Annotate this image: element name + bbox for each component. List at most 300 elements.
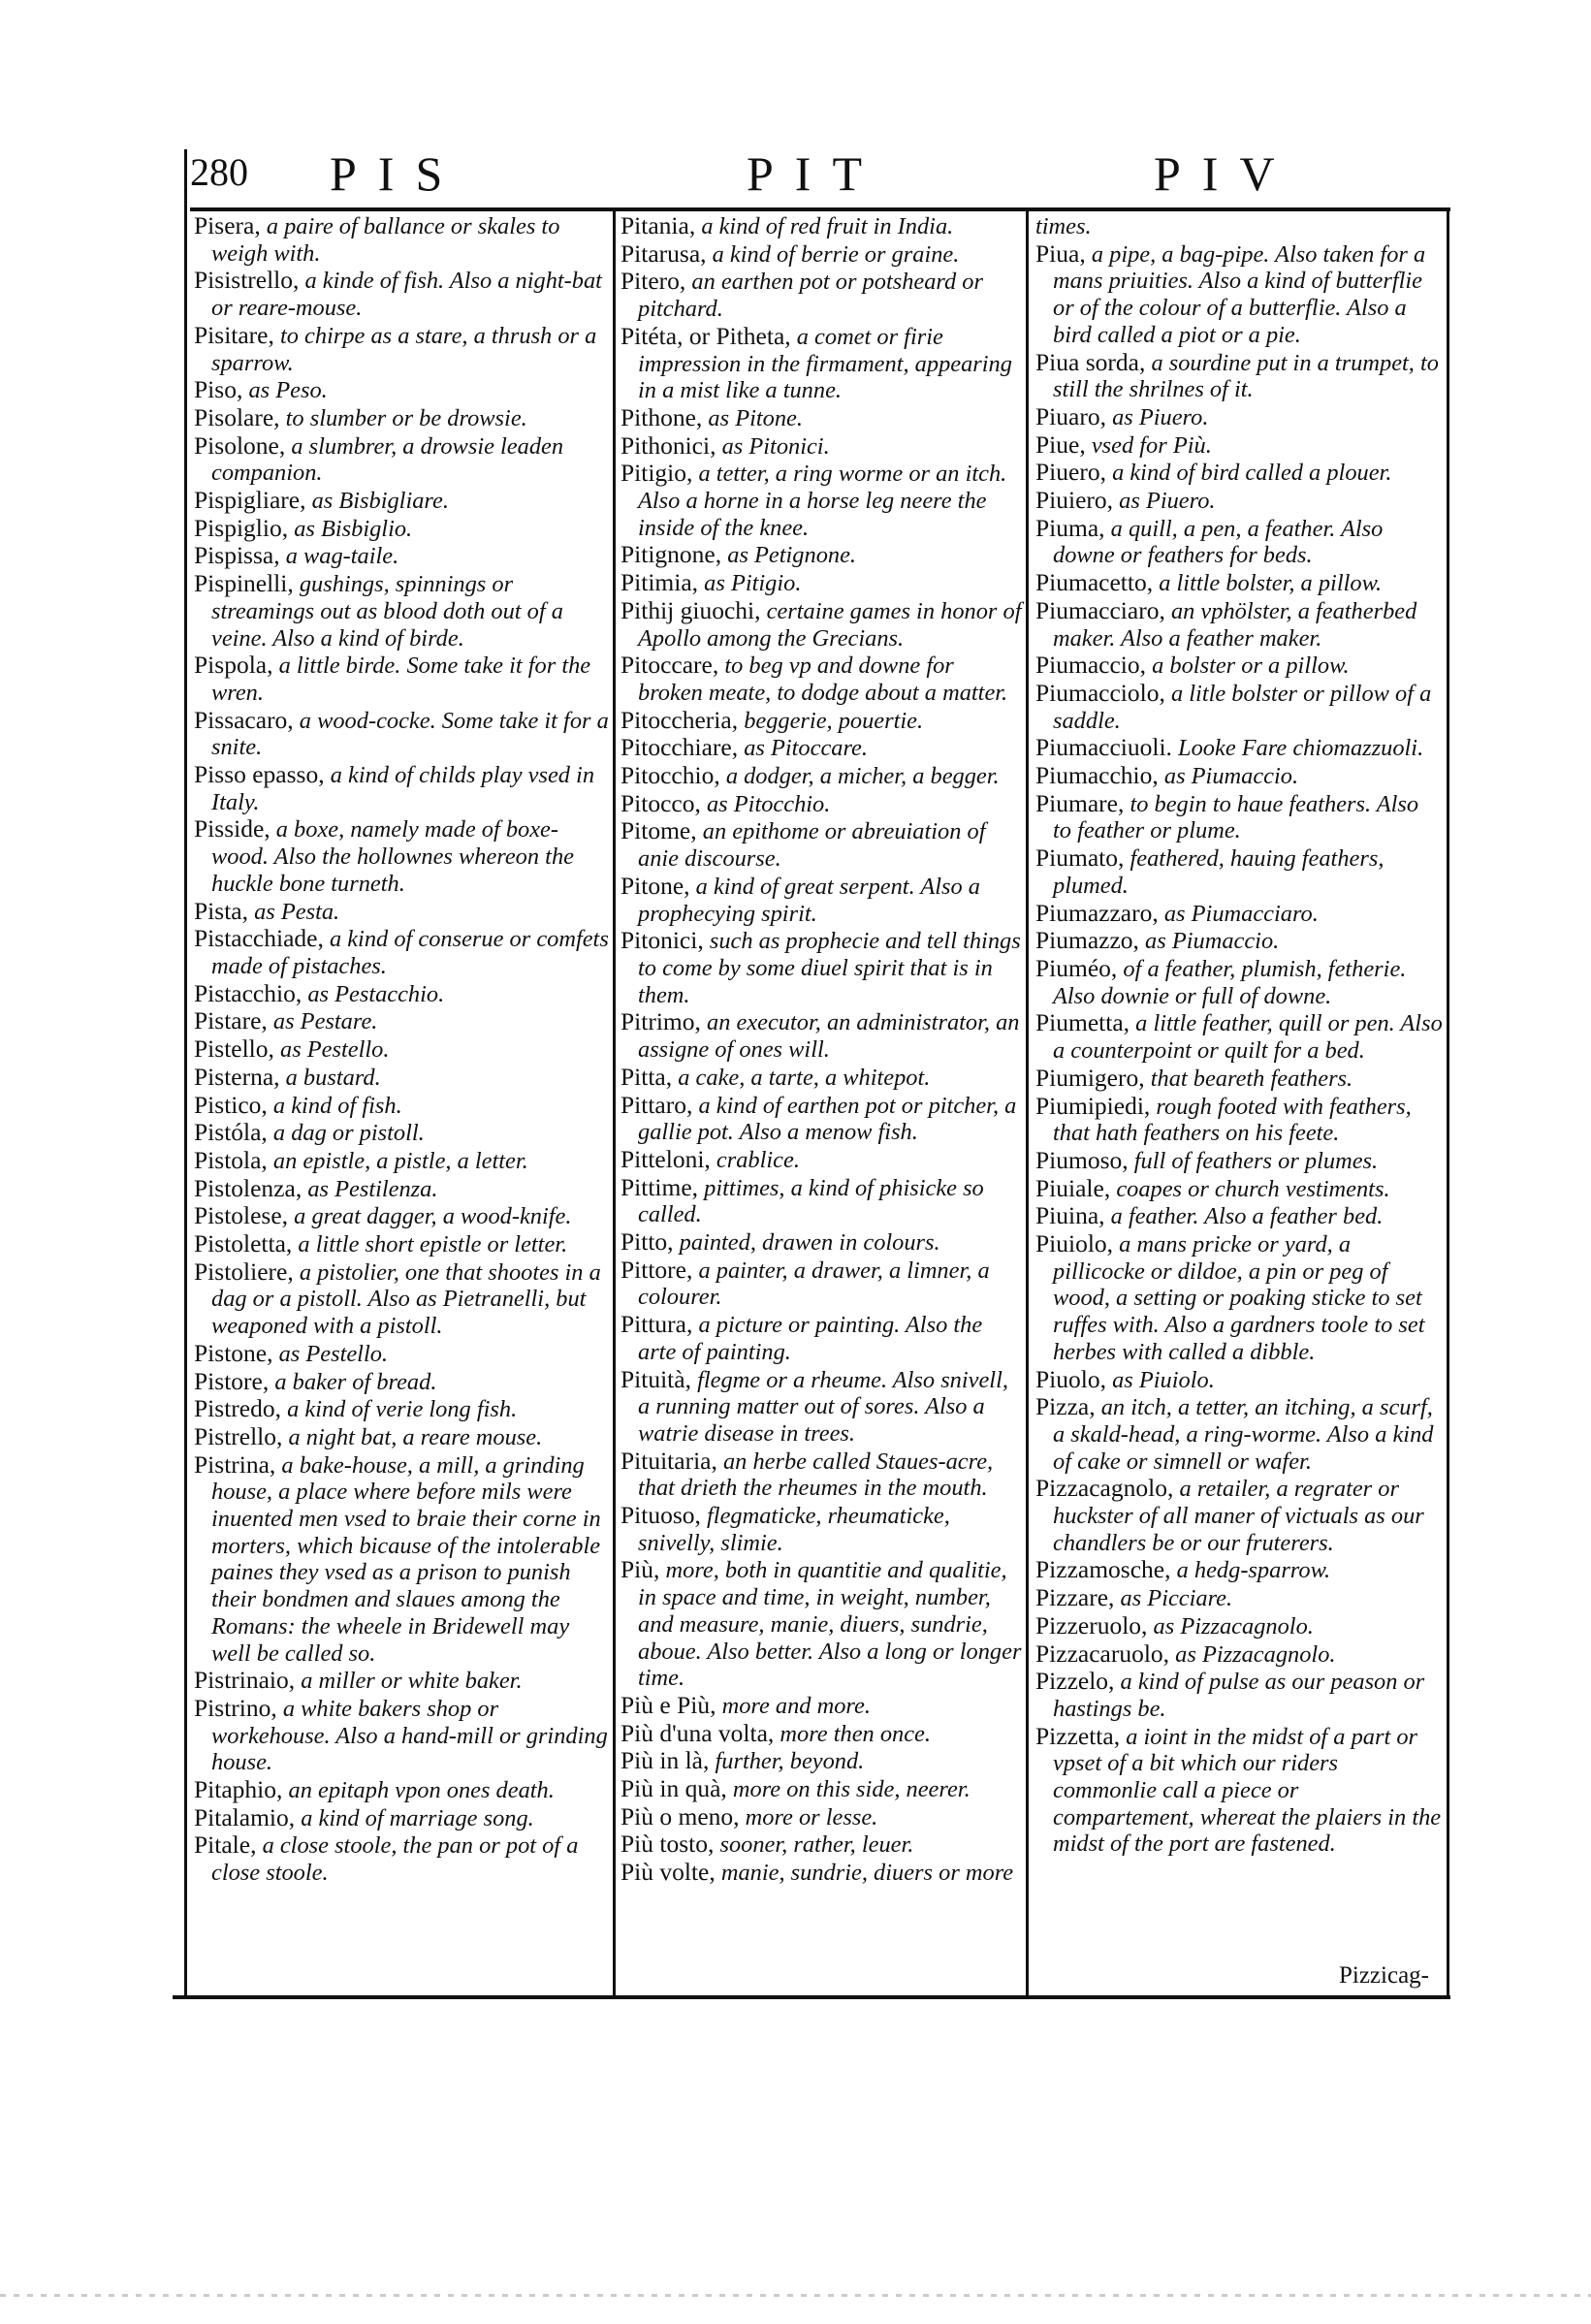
- entry-definition: a comet or firie impression in the firmament, appearing in a mist like a tunne.: [638, 323, 1012, 404]
- entry-definition: a painter, a drawer, a limner, a colourer.: [638, 1257, 990, 1311]
- entry-definition: a bolster or a pillow.: [1152, 653, 1350, 680]
- entry-definition: to beg vp and downe for broken meate, to dodge about a matter.: [638, 653, 1008, 706]
- entry-headword: Pittaro,: [620, 1090, 693, 1119]
- entry-column-2: [620, 212, 1022, 1887]
- entry-headword: Piumare,: [1035, 788, 1125, 817]
- entry-definition: a little birde. Some take it for the wren.: [211, 653, 591, 706]
- entry-headword: Pispigliare,: [194, 486, 306, 515]
- entry-definition: crablice.: [716, 1146, 800, 1173]
- entry-headword: Pithonici,: [620, 430, 716, 460]
- entry-definition: to begin to haue feathers. Also to feather or plume.: [1053, 790, 1419, 844]
- dictionary-entry: [1035, 900, 1443, 928]
- entry-headword: Più e Più,: [620, 1690, 716, 1719]
- entry-definition: a kind of berrie or graine.: [712, 240, 960, 268]
- dictionary-entry: [194, 707, 609, 761]
- dictionary-entry: [620, 1831, 1022, 1859]
- dictionary-entry: [620, 1064, 1022, 1092]
- dictionary-entry: [1035, 762, 1443, 790]
- dictionary-entry: [620, 1502, 1022, 1556]
- dictionary-entry: [194, 1667, 609, 1695]
- dictionary-entry: [620, 734, 1022, 762]
- entry-headword: Piumigero,: [1035, 1063, 1145, 1092]
- entry-headword: Pisside,: [194, 814, 270, 844]
- dictionary-entry: [620, 212, 1022, 240]
- entry-headword: Pistare,: [194, 1006, 268, 1035]
- dictionary-entry: [1035, 1723, 1443, 1859]
- dictionary-entry: [620, 1228, 1022, 1257]
- entry-headword: Pistolese,: [194, 1201, 289, 1230]
- dictionary-entry: [620, 1803, 1022, 1831]
- entry-definition: a picture or painting. Also the arte of painting.: [638, 1312, 983, 1365]
- entry-headword: Pitimia,: [620, 568, 699, 597]
- entry-headword: Pitale,: [194, 1831, 257, 1860]
- entry-definition: a paire of ballance or skales to weigh with.: [211, 213, 560, 267]
- entry-headword: Pitoccheria,: [620, 705, 739, 734]
- entry-definition: as Piuero.: [1112, 403, 1209, 430]
- dictionary-entry: [1035, 734, 1443, 762]
- entry-headword: Pitone,: [620, 871, 690, 900]
- entry-definition: more or lesse.: [745, 1803, 878, 1831]
- entry-headword: Piumato,: [1035, 844, 1125, 873]
- entry-headword: Pithone,: [620, 402, 703, 431]
- catchword-holder: [1035, 1958, 1443, 1990]
- entry-definition: a sourdine put in a trumpet, to still the shrilnes of it.: [1053, 349, 1439, 403]
- entry-definition: an epistle, a pistle, a letter.: [272, 1147, 528, 1174]
- dictionary-entry: [194, 815, 609, 897]
- entry-definition: such as prophecie and tell things to come by some diuel spirit that is in them.: [638, 928, 1021, 1008]
- entry-definition: more on this side, neerer.: [732, 1776, 971, 1803]
- entry-definition: an vphölster, a featherbed maker. Also a feather maker.: [1053, 597, 1417, 652]
- dictionary-entry: [194, 212, 609, 267]
- entry-headword: Piumaccio,: [1035, 651, 1147, 680]
- entry-headword: Pitome,: [620, 816, 697, 845]
- entry-headword: Più d'una volta,: [620, 1718, 775, 1747]
- entry-definition: that beareth feathers.: [1150, 1065, 1353, 1092]
- dictionary-entry: [1035, 1556, 1443, 1584]
- entry-definition: rough footed with feathers, that hath feathers on his feete.: [1053, 1093, 1412, 1147]
- dictionary-entry: [194, 925, 609, 979]
- dictionary-entry: [620, 1257, 1022, 1311]
- dictionary-entry: [620, 1692, 1022, 1720]
- entry-headword: Pitigio,: [620, 459, 693, 488]
- entry-definition: sooner, rather, leuer.: [719, 1831, 914, 1859]
- entry-headword: Pistolenza,: [194, 1173, 302, 1202]
- entry-definition: a bake-house, a mill, a grinding house, a place where before mils were inuented men vsed to braie their corne in morters, which bicause of the intolerable paines they vsed as a prison to punish their bondmen and slaues among the Romans: the wheele in Bridewell may well be called so.: [211, 1451, 601, 1667]
- dictionary-entry: [620, 1859, 1022, 1887]
- entry-headword: Piumetta,: [1035, 1008, 1130, 1037]
- entry-definition: a little feather, quill or pen. Also a counterpoint or quilt for a bed.: [1053, 1010, 1443, 1065]
- entry-headword: Più tosto,: [620, 1830, 715, 1859]
- column-divider-1: [613, 209, 616, 1999]
- dictionary-entry: [194, 898, 609, 926]
- dictionary-entry: [194, 322, 609, 376]
- entry-definition: a tetter, a ring worme or an itch. Also a horne in a horse leg neere the inside of the knee.: [638, 461, 1007, 541]
- entry-headword: Piuméo,: [1035, 953, 1118, 982]
- dictionary-entry: [1035, 515, 1443, 569]
- entry-headword: Pista,: [194, 896, 248, 925]
- entry-definition: a kind of bird called a plouer.: [1112, 460, 1392, 487]
- entry-definition: a little short epistle or letter.: [298, 1231, 568, 1258]
- catchword: Pizzicag-: [1338, 1962, 1429, 1990]
- entry-definition: a wood-cocke. Some take it for a snite.: [211, 707, 609, 761]
- entry-definition: as Pitonici.: [721, 432, 830, 460]
- entry-definition: a kind of red fruit in India.: [701, 213, 954, 239]
- entry-headword: Pitrimo,: [620, 1007, 701, 1036]
- entry-definition: coapes or church vestiments.: [1116, 1175, 1390, 1202]
- entry-definition: a kind of pulse as our peason or hastings be.: [1053, 1669, 1425, 1722]
- dictionary-entry: [194, 761, 609, 815]
- entry-headword: Pisso epasso,: [194, 760, 325, 789]
- entry-headword: Pispola,: [194, 651, 273, 680]
- entry-definition: a pipe, a bag-pipe. Also taken for a mans priuities. Also a kind of butterflie or of the colour of a butterflie. Also a bird called a piot or a pie.: [1053, 240, 1426, 348]
- entry-headword: Piuina,: [1035, 1201, 1105, 1230]
- dictionary-entry: [1035, 1230, 1443, 1366]
- column-header-1: PIS: [330, 146, 464, 201]
- entry-headword: Pisolare,: [194, 402, 280, 431]
- entry-definition: as Pestilenza.: [307, 1175, 438, 1202]
- entry-headword: Pitero,: [620, 267, 686, 296]
- dictionary-entry: [1035, 569, 1443, 597]
- dictionary-entry: [620, 927, 1022, 1008]
- dictionary-entry: [194, 1695, 609, 1776]
- entry-headword: Pizzeruolo,: [1035, 1610, 1148, 1640]
- entry-definition: as Pestacchio.: [307, 980, 445, 1007]
- entry-definition: manie, sundrie, diuers or more: [720, 1860, 1014, 1887]
- entry-definition: as Peso.: [248, 377, 328, 404]
- dictionary-entry: [1035, 487, 1443, 515]
- entry-definition: more then once.: [780, 1720, 931, 1747]
- dictionary-entry: [194, 1776, 609, 1804]
- dictionary-entry: [194, 1202, 609, 1230]
- dictionary-entry: [1035, 431, 1443, 460]
- dictionary-entry: [1035, 597, 1443, 652]
- entry-headword: Piua,: [1035, 239, 1086, 268]
- dictionary-entry: [620, 873, 1022, 927]
- entry-headword: Pitéta, or Pitheta,: [620, 321, 791, 350]
- entry-headword: Pittura,: [620, 1310, 693, 1339]
- entry-headword: Piumoso,: [1035, 1145, 1129, 1174]
- entry-definition: as Piuiolo.: [1112, 1366, 1215, 1393]
- dictionary-entry: [1035, 1393, 1443, 1475]
- entry-definition: as Petignone.: [727, 542, 857, 569]
- entry-definition: times.: [1035, 213, 1092, 239]
- entry-definition: a cake, a tarte, a whitepot.: [678, 1064, 931, 1091]
- column-header-3: PIV: [1154, 146, 1296, 201]
- entry-definition: further, beyond.: [715, 1748, 865, 1775]
- entry-headword: Pitania,: [620, 211, 696, 239]
- entry-definition: a kind of childs play vsed in Italy.: [211, 762, 595, 815]
- entry-definition: an executor, an administrator, an assigne of ones will.: [638, 1009, 1020, 1064]
- dictionary-entry: [194, 267, 609, 321]
- entry-definition: feathered, hauing feathers, plumed.: [1053, 845, 1384, 899]
- entry-headword: Piumazzo,: [1035, 926, 1139, 955]
- column-divider-2: [1026, 209, 1029, 1999]
- entry-headword: Pitignone,: [620, 540, 722, 569]
- dictionary-entry: [194, 542, 609, 570]
- entry-definition: an itch, a tetter, an itching, a scurf, a skald-head, a ring-worme. Also a kind of cake or simnell or wafer.: [1053, 1394, 1434, 1475]
- entry-definition: a night bat, a reare mouse.: [288, 1423, 543, 1450]
- dictionary-entry: [620, 817, 1022, 872]
- entry-definition: as Pesta.: [254, 898, 340, 925]
- dictionary-entry: [1035, 349, 1443, 403]
- entry-definition: as Piumaccio.: [1163, 763, 1299, 790]
- entry-headword: Pistello,: [194, 1035, 274, 1064]
- entry-headword: Pistore,: [194, 1366, 270, 1395]
- entry-definition: a mans pricke or yard, a pillicocke or dildoe, a pin or peg of wood, a setting or poaking sticke to set ruffes with. Also a gardners toole to set herbes with called a dibble.: [1053, 1231, 1425, 1365]
- entry-headword: Pistacchiade,: [194, 924, 324, 953]
- entry-definition: as Pestello.: [278, 1340, 389, 1367]
- dictionary-entry: [620, 597, 1022, 652]
- entry-headword: Pisolone,: [194, 430, 286, 460]
- dictionary-entry: [194, 376, 609, 404]
- entry-definition: as Pitocchio.: [706, 790, 831, 817]
- entry-headword: Pituità,: [620, 1364, 691, 1393]
- entry-definition: an earthen pot or potsheard or pitchard.: [638, 269, 983, 323]
- entry-headword: Pistacchio,: [194, 978, 302, 1007]
- dictionary-entry: [620, 1448, 1022, 1502]
- entry-headword: Piumipiedi,: [1035, 1091, 1151, 1120]
- dictionary-entry: [620, 323, 1022, 404]
- dictionary-entry: [1035, 212, 1443, 240]
- dictionary-entry: [620, 1747, 1022, 1775]
- entry-definition: painted, drawen in colours.: [679, 1229, 940, 1257]
- dictionary-entry: [620, 1556, 1022, 1692]
- dictionary-entry: [620, 432, 1022, 461]
- entry-definition: a quill, a pen, a feather. Also downe or feathers for beds.: [1053, 515, 1384, 569]
- entry-definition: a dodger, a micher, a begger.: [725, 763, 1000, 790]
- entry-definition: an epitaph vpon ones death.: [288, 1777, 555, 1804]
- entry-headword: Pitta,: [620, 1062, 673, 1091]
- entry-definition: a boxe, namely made of boxe-wood. Also the hollownes whereon the huckle bone turneth.: [211, 816, 574, 897]
- entry-headword: Piuma,: [1035, 513, 1105, 542]
- entry-definition: an herbe called Staues-acre, that drieth the rheumes in the mouth.: [638, 1448, 994, 1502]
- dictionary-entry: [1035, 927, 1443, 955]
- entry-definition: a ioint in the midst of a part or vpset of a bit which our riders commonlie call a piece or compartement, whereat the plaiers in the midst of the port are fastened.: [1053, 1723, 1442, 1858]
- entry-column-1: [194, 212, 609, 1887]
- dictionary-entry: [1035, 652, 1443, 680]
- entry-headword: Pisera,: [194, 211, 261, 239]
- dictionary-entry: [620, 1720, 1022, 1748]
- dictionary-entry: [1035, 1065, 1443, 1093]
- entry-definition: flegmaticke, rheumaticke, snivelly, slimie.: [638, 1503, 950, 1556]
- column-header-2: PIT: [747, 146, 883, 201]
- entry-headword: Piumacciaro,: [1035, 595, 1165, 624]
- entry-definition: more and more.: [721, 1692, 871, 1719]
- entry-headword: Pistrinaio,: [194, 1666, 296, 1695]
- entry-headword: Pizza,: [1035, 1392, 1096, 1421]
- dictionary-entry: [194, 1007, 609, 1035]
- dictionary-entry: [194, 1175, 609, 1203]
- dictionary-entry: [620, 404, 1022, 432]
- entry-headword: Pispissa,: [194, 541, 280, 570]
- entry-definition: pittimes, a kind of phisicke so called.: [638, 1174, 984, 1228]
- dictionary-entry: [620, 1311, 1022, 1365]
- entry-headword: Pistoliere,: [194, 1257, 294, 1286]
- entry-headword: Piuiale,: [1035, 1173, 1111, 1202]
- entry-headword: Pizzacaruolo,: [1035, 1639, 1170, 1668]
- entry-headword: Pistrino,: [194, 1693, 277, 1722]
- dictionary-entry: [194, 1831, 609, 1886]
- entry-headword: Pitocchiare,: [620, 733, 739, 762]
- dictionary-entry: [194, 1035, 609, 1064]
- entry-headword: Pizzamosche,: [1035, 1555, 1171, 1584]
- entry-headword: Pistrina,: [194, 1449, 276, 1479]
- dictionary-entry: [194, 487, 609, 515]
- entry-headword: Piue,: [1035, 430, 1086, 459]
- entry-headword: Piuaro,: [1035, 401, 1106, 430]
- entry-definition: as Piuero.: [1119, 488, 1216, 515]
- dictionary-entry: [1035, 1668, 1443, 1722]
- entry-headword: Più in quà,: [620, 1774, 727, 1803]
- entry-definition: a kind of great serpent. Also a prophecying spirit.: [638, 873, 980, 927]
- entry-headword: Più o meno,: [620, 1801, 740, 1831]
- dictionary-entry: [194, 1092, 609, 1120]
- entry-headword: Pisistrello,: [194, 266, 300, 295]
- dictionary-entry: [1035, 844, 1443, 899]
- entry-headword: Pizzetta,: [1035, 1721, 1121, 1750]
- entry-headword: Pissacaro,: [194, 705, 294, 734]
- entry-definition: full of feathers or plumes.: [1133, 1147, 1379, 1174]
- entry-definition: a kind of marriage song.: [301, 1804, 534, 1831]
- dictionary-entry: [1035, 459, 1443, 487]
- entry-definition: as Pestello.: [280, 1036, 390, 1064]
- dictionary-entry: [1035, 1175, 1443, 1203]
- entry-definition: as Bisbigliare.: [311, 488, 449, 515]
- entry-definition: beggerie, pouertie.: [744, 707, 924, 734]
- entry-headword: Piso,: [194, 375, 243, 404]
- entry-headword: Più in là,: [620, 1746, 710, 1775]
- dictionary-entry: [194, 652, 609, 706]
- right-margin-rule: [1447, 209, 1449, 1999]
- dictionary-entry: [194, 515, 609, 543]
- entry-headword: Pistone,: [194, 1338, 273, 1367]
- dictionary-entry: [194, 980, 609, 1008]
- entry-headword: Piua sorda,: [1035, 347, 1146, 376]
- dictionary-entry: [194, 1368, 609, 1396]
- entry-definition: a feather. Also a feather bed.: [1110, 1203, 1384, 1230]
- entry-definition: as Piumaccio.: [1145, 928, 1280, 955]
- entry-headword: Pistico,: [194, 1090, 268, 1119]
- dictionary-entry: [1035, 1366, 1443, 1394]
- dictionary-entry: [1035, 1584, 1443, 1612]
- entry-headword: Pitto,: [620, 1227, 674, 1257]
- entry-headword: Pitarusa,: [620, 239, 707, 268]
- entry-headword: Più volte,: [620, 1858, 716, 1887]
- bottom-rule: [173, 1995, 1450, 1999]
- entry-definition: flegme or a rheume. Also snivell, a running matter out of sores. Also a watrie disease in trees.: [638, 1366, 1008, 1447]
- entry-definition: as Pestare.: [272, 1008, 378, 1035]
- entry-headword: Pitoccare,: [620, 651, 719, 680]
- entry-definition: a pistolier, one that shootes in a dag or a pistoll. Also as Pietranelli, but weaponed with a pistoll.: [211, 1258, 601, 1340]
- entry-definition: a kind of conserue or comfets made of pistaches.: [211, 926, 609, 979]
- entry-definition: of a feather, plumish, fetherie. Also downie or full of downe.: [1053, 955, 1407, 1009]
- entry-definition: as Pizzacagnolo.: [1175, 1640, 1336, 1668]
- dictionary-entry: [1035, 1147, 1443, 1175]
- entry-definition: as Pitoccare.: [744, 735, 868, 762]
- entry-headword: Pitteloni,: [620, 1144, 711, 1173]
- dictionary-entry: [194, 432, 609, 487]
- dictionary-entry: [620, 1008, 1022, 1063]
- entry-headword: Pitonici,: [620, 926, 704, 955]
- dictionary-entry: [194, 1395, 609, 1423]
- entry-headword: Piumacciolo,: [1035, 678, 1165, 707]
- dictionary-entry: [1035, 240, 1443, 349]
- entry-column-3: [1035, 212, 1443, 1858]
- entry-headword: Pitocchio,: [620, 761, 720, 790]
- entry-headword: Pittore,: [620, 1255, 693, 1284]
- dictionary-entry: [194, 1147, 609, 1175]
- dictionary-entry: [194, 1064, 609, 1092]
- entry-definition: a kinde of fish. Also a night-bat or reare-mouse.: [211, 268, 602, 322]
- dictionary-entry: [620, 268, 1022, 322]
- scan-edge-noise: [0, 2294, 1591, 2297]
- entry-headword: Pisitare,: [194, 320, 274, 349]
- page-number: 280: [190, 150, 248, 194]
- dictionary-entry: [194, 404, 609, 432]
- top-rule: [190, 207, 1450, 211]
- dictionary-entry: [620, 1146, 1022, 1174]
- dictionary-entry: [1035, 1475, 1443, 1556]
- entry-definition: a great dagger, a wood-knife.: [294, 1203, 572, 1230]
- dictionary-entry: [1035, 680, 1443, 734]
- dictionary-entry: [620, 707, 1022, 735]
- entry-headword: Pistóla,: [194, 1118, 268, 1147]
- dictionary-entry: [1035, 1612, 1443, 1640]
- entry-definition: certaine games in honor of Apollo among the Grecians.: [638, 597, 1022, 652]
- entry-definition: a baker of bread.: [274, 1368, 437, 1395]
- entry-headword: Pitocco,: [620, 788, 701, 817]
- dictionary-entry: [194, 1340, 609, 1368]
- entry-definition: a slumbrer, a drowsie leaden companion.: [211, 432, 564, 487]
- dictionary-entry: [620, 1775, 1022, 1803]
- dictionary-entry: [1035, 955, 1443, 1009]
- entry-definition: an epithome or abreuiation of anie discourse.: [638, 818, 986, 873]
- entry-definition: a hedg-sparrow.: [1176, 1557, 1331, 1584]
- dictionary-entry: [620, 1366, 1022, 1448]
- entry-definition: to chirpe as a stare, a thrush or a sparrow.: [211, 322, 597, 376]
- entry-headword: Piumacciuoli.: [1035, 733, 1172, 762]
- dictionary-entry: [1035, 790, 1443, 844]
- dictionary-entry: [194, 1423, 609, 1451]
- entry-headword: Pispinelli,: [194, 569, 294, 598]
- entry-definition: as Pizzacagnolo.: [1153, 1612, 1314, 1640]
- dictionary-entry: [620, 240, 1022, 269]
- dictionary-entry: [1035, 403, 1443, 431]
- dictionary-entry: [1035, 1202, 1443, 1230]
- entry-definition: more, both in quantitie and qualitie, in space and time, in weight, number, and measure, manie, diuers, sundrie, aboue. Also better. Also a long or longer time.: [638, 1557, 1022, 1692]
- dictionary-entry: [194, 1804, 609, 1832]
- entry-headword: Piumacchio,: [1035, 761, 1159, 790]
- entry-headword: Più,: [620, 1555, 660, 1584]
- dictionary-entry: [194, 1451, 609, 1668]
- dictionary-entry: [620, 460, 1022, 541]
- entry-definition: a kind of earthen pot or pitcher, a gallie pot. Also a menow fish.: [638, 1092, 1017, 1146]
- entry-headword: Pitalamio,: [194, 1802, 296, 1831]
- entry-definition: a retailer, a regrater or huckster of all maner of victuals as our chandlers be or our fruterers.: [1053, 1476, 1424, 1556]
- entry-definition: as Piumacciaro.: [1163, 900, 1319, 927]
- entry-headword: Pitaphio,: [194, 1775, 283, 1804]
- entry-definition: a kind of fish.: [272, 1092, 402, 1119]
- entry-definition: vsed for Più.: [1091, 431, 1212, 459]
- dictionary-entry: [194, 1230, 609, 1258]
- entry-headword: Pituitaria,: [620, 1446, 717, 1475]
- dictionary-entry: [620, 1092, 1022, 1146]
- entry-headword: Pistola,: [194, 1145, 268, 1174]
- entry-headword: Piuiero,: [1035, 486, 1114, 515]
- dictionary-entry: [1035, 1009, 1443, 1064]
- entry-definition: a miller or white baker.: [301, 1668, 523, 1695]
- entry-definition: Looke Fare chiomazzuoli.: [1178, 735, 1424, 762]
